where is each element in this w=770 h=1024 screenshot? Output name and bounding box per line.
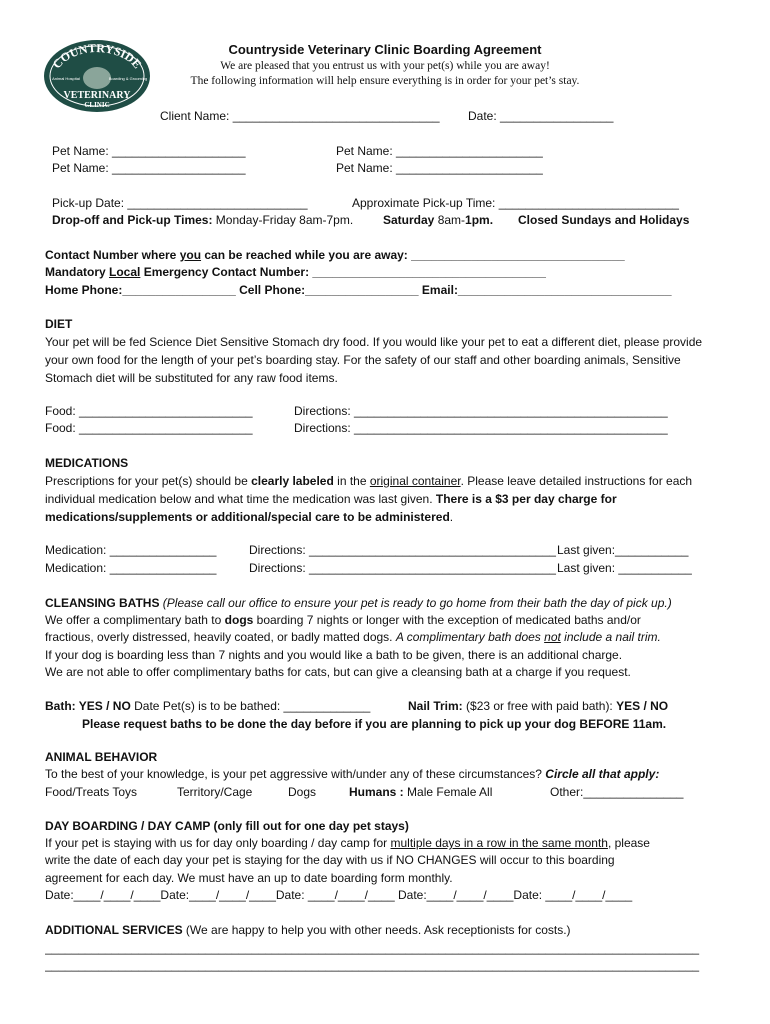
- date-field[interactable]: Date: _________________: [468, 109, 614, 123]
- baths-line-2: fractious, overly distressed, heavily coated, or badly matted dogs. A complimentary bath does not include a nail trim.: [45, 630, 661, 644]
- emergency-contact-field[interactable]: Mandatory Local Emergency Contact Number: ___________________________________: [45, 265, 546, 279]
- diet-directions-2[interactable]: Directions: _______________________________________________: [294, 421, 668, 435]
- pet-name-field-2[interactable]: Pet Name: ____________________: [52, 161, 246, 175]
- baths-line-1: We offer a complimentary bath to dogs boarding 7 nights or longer with the exception of medicated baths and/or: [45, 613, 641, 627]
- pet-name-field-4[interactable]: Pet Name: ______________________: [336, 161, 543, 175]
- behavior-option-territory[interactable]: Territory/Cage: [177, 785, 253, 799]
- pet-name-field-3[interactable]: Pet Name: ______________________: [336, 144, 543, 158]
- additional-line-1[interactable]: __________________________________________________________________________________________________: [45, 941, 700, 955]
- baths-heading: CLEANSING BATHS (Please call our office to ensure your pet is ready to go home from their bath the day of pick up.): [45, 596, 672, 610]
- subtitle-1: We are pleased that you entrust us with your pet(s) while you are away!: [220, 60, 550, 72]
- baths-line-3: If your dog is boarding less than 7 nights and you would like a bath to be given, there is an additional charge.: [45, 648, 623, 662]
- last-given-2[interactable]: Last given: ___________: [557, 561, 692, 575]
- medications-heading: MEDICATIONS: [45, 456, 129, 470]
- dayboarding-heading: DAY BOARDING / DAY CAMP (only fill out for one day pet stays): [45, 819, 409, 833]
- dayboarding-date-fields[interactable]: Date:____/____/____Date:____/____/____Date: ____/____/____ Date:____/____/____Date: ____/____/____: [45, 888, 633, 902]
- diet-directions-1[interactable]: Directions: _______________________________________________: [294, 404, 668, 418]
- behavior-option-humans[interactable]: Humans : Male Female All: [349, 785, 493, 799]
- medication-field-1[interactable]: Medication: ________________: [45, 543, 217, 557]
- logo-bottom-text: VETERINARY: [63, 90, 131, 101]
- diet-text: Your pet will be fed Science Diet Sensitive Stomach dry food. If you would like your pet to eat a different diet, please provide your own food for the length of your pet’s boarding stay. For the safety of our staff and other boarding animals, Sensitive Stomach diet will be substituted for any raw food items.: [45, 335, 703, 385]
- subtitle-2: The following information will help ensure everything is in order for your pet’s stay.: [190, 75, 580, 87]
- med-directions-1[interactable]: Directions: _____________________________________: [249, 543, 556, 557]
- diet-heading: DIET: [45, 317, 73, 331]
- behavior-option-dogs[interactable]: Dogs: [288, 785, 317, 799]
- behavior-option-other[interactable]: Other:_______________: [550, 785, 684, 799]
- food-field-2[interactable]: Food: __________________________: [45, 421, 253, 435]
- phone-email-fields[interactable]: Home Phone:_________________ Cell Phone:_________________ Email:________________________________: [45, 283, 672, 297]
- pickup-date-field[interactable]: Pick-up Date: ___________________________: [52, 196, 308, 210]
- nail-trim-option[interactable]: Nail Trim: ($23 or free with paid bath): YES / NO: [408, 699, 669, 713]
- behavior-question: To the best of your knowledge, is your pet aggressive with/under any of these circumstances? Circle all that apply:: [45, 767, 660, 781]
- behavior-option-food[interactable]: Food/Treats Toys: [45, 785, 138, 799]
- med-directions-2[interactable]: Directions: _____________________________________: [249, 561, 556, 575]
- bath-request-note: Please request baths to be done the day before if you are planning to pick up your dog BEFORE 11am.: [82, 717, 667, 731]
- saturday-hours: Saturday 8am-1pm.: [383, 213, 494, 227]
- logo-sub-text: CLINIC: [84, 101, 110, 109]
- logo-top-text: COUNTRYSIDE: [49, 40, 145, 72]
- contact-number-field[interactable]: Contact Number where you can be reached while you are away: ________________________________: [45, 248, 625, 262]
- additional-heading: ADDITIONAL SERVICES (We are happy to help you with other needs. Ask receptionists for costs.): [45, 923, 571, 937]
- pet-name-field-1[interactable]: Pet Name: ____________________: [52, 144, 246, 158]
- dayboarding-line-1: If your pet is staying with us for day only boarding / day camp for multiple days in a row in the same month, please: [45, 836, 650, 850]
- dayboarding-line-3: agreement for each day. We must have an up to date boarding form monthly.: [45, 871, 453, 885]
- pickup-time-field[interactable]: Approximate Pick-up Time: ___________________________: [352, 196, 679, 210]
- dayboarding-line-2: write the date of each day your pet is staying for the day with us if NO CHANGES will occur to this boarding: [45, 853, 615, 867]
- document-title: Countryside Veterinary Clinic Boarding Agreement: [228, 42, 542, 57]
- medication-field-2[interactable]: Medication: ________________: [45, 561, 217, 575]
- last-given-1[interactable]: Last given:___________: [557, 543, 689, 557]
- food-field-1[interactable]: Food: __________________________: [45, 404, 253, 418]
- behavior-heading: ANIMAL BEHAVIOR: [45, 750, 158, 764]
- bath-option[interactable]: Bath: YES / NO Date Pet(s) is to be bathed: _____________: [45, 699, 371, 713]
- pickup-hours: Drop-off and Pick-up Times: Monday-Friday 8am-7pm.: [52, 213, 354, 227]
- medications-text: Prescriptions for your pet(s) should be clearly labeled in the original container. Please leave detailed instructions for each individual medication below and what time the medication was last given. There is a $3 per day charge for medications/supplements or additional/special care to be administered.: [45, 474, 693, 524]
- logo-right-small: Boarding & Grooming: [108, 76, 148, 81]
- baths-line-4: We are not able to offer complimentary baths for cats, but can give a cleansing bath at a charge if you request.: [45, 665, 631, 679]
- logo-left-small: Animal Hospital: [52, 76, 80, 81]
- additional-line-2[interactable]: __________________________________________________________________________________________________: [45, 958, 700, 972]
- closed-days: Closed Sundays and Holidays: [518, 213, 690, 227]
- client-name-field[interactable]: Client Name: _______________________________: [160, 109, 440, 123]
